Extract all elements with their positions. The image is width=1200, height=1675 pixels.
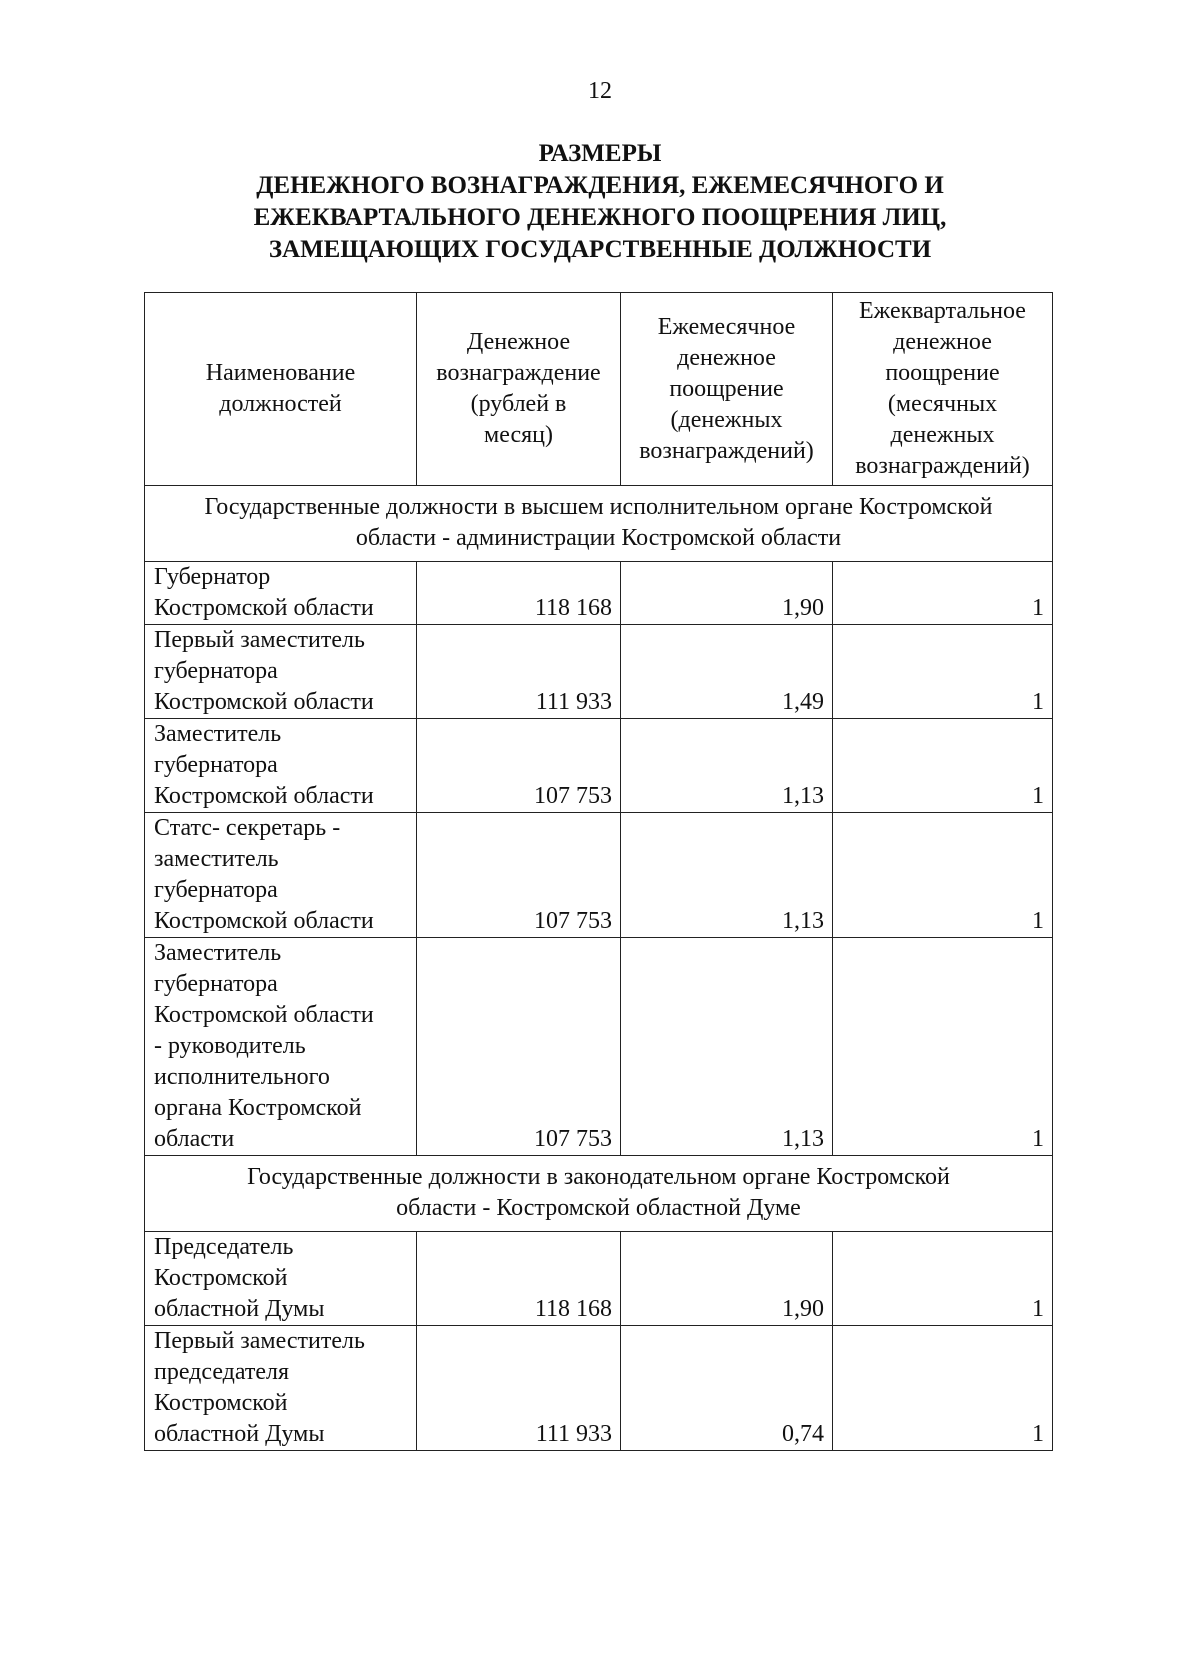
- header-line: денежных: [890, 422, 995, 448]
- award-value: 111 933: [417, 1326, 621, 1451]
- position-name-line: Костромской: [154, 1265, 288, 1291]
- table-row: [145, 1232, 1053, 1326]
- position-name-line: Губернатор: [154, 564, 271, 590]
- title-line: ЗАМЕЩАЮЩИХ ГОСУДАРСТВЕННЫЕ ДОЛЖНОСТИ: [268, 236, 932, 263]
- position-name-line: Первый заместитель: [154, 1328, 365, 1354]
- position-name: [145, 813, 417, 938]
- header-line: (денежных: [670, 406, 783, 433]
- section-title-line: Государственные должности в высшем исполнительном органе Костромской: [204, 494, 993, 520]
- position-name: [145, 938, 417, 1156]
- quarterly-value: 1: [833, 1326, 1053, 1451]
- award-value: 118 168: [417, 562, 621, 625]
- header-line: Денежное: [466, 329, 571, 355]
- monthly-value: 1,90: [621, 1232, 833, 1326]
- position-name-line: Председатель: [154, 1234, 294, 1260]
- position-name: [145, 625, 417, 719]
- position-name-line: органа Костромской: [154, 1095, 362, 1121]
- header-line: вознаграждений): [639, 437, 814, 464]
- quarterly-value: 1: [833, 719, 1053, 813]
- position-name-line: Заместитель: [154, 940, 282, 966]
- position-name-line: Костромской области: [154, 908, 374, 934]
- position-name: [145, 1232, 417, 1326]
- position-name-line: Костромской области: [154, 689, 374, 715]
- award-value: 107 753: [417, 813, 621, 938]
- table-row: [145, 625, 1053, 719]
- header-line: Ежемесячное: [657, 313, 796, 340]
- section-title: [145, 1156, 1053, 1232]
- section-row-legislative: [145, 1156, 1053, 1232]
- monthly-value: 1,49: [621, 625, 833, 719]
- section-title: [145, 486, 1053, 562]
- section-title-line: Государственные должности в законодательном органе Костромской: [247, 1164, 950, 1190]
- position-name-line: губернатора: [154, 658, 278, 684]
- position-name: [145, 719, 417, 813]
- quarterly-value: 1: [833, 625, 1053, 719]
- position-name-line: губернатора: [154, 877, 278, 903]
- award-value: 107 753: [417, 719, 621, 813]
- award-value: 111 933: [417, 625, 621, 719]
- header-line: денежное: [893, 329, 992, 355]
- position-name-line: Костромской: [154, 1390, 288, 1416]
- position-name-line: областной Думы: [154, 1421, 325, 1447]
- table-header-row: [145, 293, 1053, 486]
- position-name-line: - руководитель: [154, 1033, 306, 1059]
- section-title-line: области - Костромской областной Думе: [396, 1195, 801, 1221]
- position-name-line: Костромской области: [154, 1002, 374, 1028]
- awards-table: [144, 292, 1053, 1451]
- position-name-line: областной Думы: [154, 1296, 325, 1322]
- position-name-line: председателя: [154, 1359, 290, 1385]
- quarterly-value: 1: [833, 813, 1053, 938]
- quarterly-value: 1: [833, 938, 1053, 1156]
- monthly-value: 1,13: [621, 938, 833, 1156]
- position-name-line: заместитель: [154, 846, 279, 872]
- header-line: Ежеквартальное: [859, 298, 1026, 324]
- section-row-executive: [145, 486, 1053, 562]
- table-row: [145, 719, 1053, 813]
- table-row: [145, 938, 1053, 1156]
- monthly-value: 1,13: [621, 719, 833, 813]
- header-position-name: [145, 293, 417, 486]
- header-line: вознаграждений): [855, 453, 1030, 479]
- quarterly-value: 1: [833, 1232, 1053, 1326]
- position-name-line: исполнительного: [154, 1064, 330, 1090]
- page-number: 12: [588, 78, 612, 104]
- award-value: 107 753: [417, 938, 621, 1156]
- header-line: должностей: [219, 391, 342, 417]
- position-name-line: области: [154, 1126, 235, 1152]
- header-line: денежное: [677, 344, 776, 371]
- position-name-line: Заместитель: [154, 721, 282, 747]
- position-name: [145, 1326, 417, 1451]
- header-line: поощрение: [885, 360, 1000, 386]
- quarterly-value: 1: [833, 562, 1053, 625]
- title-line: ДЕНЕЖНОГО ВОЗНАГРАЖДЕНИЯ, ЕЖЕМЕСЯЧНОГО И: [256, 172, 944, 199]
- award-value: 118 168: [417, 1232, 621, 1326]
- header-quarterly-bonus: [833, 293, 1053, 486]
- document-title: [0, 138, 1200, 266]
- position-name-line: Костромской области: [154, 595, 374, 621]
- title-line: ЕЖЕКВАРТАЛЬНОГО ДЕНЕЖНОГО ПООЩРЕНИЯ ЛИЦ,: [253, 204, 947, 231]
- header-line: Наименование: [205, 360, 356, 386]
- header-line: (месячных: [887, 391, 998, 417]
- header-line: поощрение: [669, 375, 784, 402]
- section-title-line: области - администрации Костромской области: [355, 525, 842, 551]
- position-name-line: Первый заместитель: [154, 627, 365, 653]
- monthly-value: 1,13: [621, 813, 833, 938]
- header-monthly-bonus: [621, 293, 833, 486]
- position-name-line: Костромской области: [154, 783, 374, 809]
- monthly-value: 1,90: [621, 562, 833, 625]
- monthly-value: 0,74: [621, 1326, 833, 1451]
- position-name: [145, 562, 417, 625]
- table-row: [145, 562, 1053, 625]
- header-line: вознаграждение: [436, 360, 601, 386]
- header-monetary-award: [417, 293, 621, 486]
- position-name-line: губернатора: [154, 971, 278, 997]
- table-row: [145, 813, 1053, 938]
- header-line: месяц): [484, 422, 553, 448]
- header-line: (рублей в: [470, 391, 567, 417]
- position-name-line: губернатора: [154, 752, 278, 778]
- title-line: РАЗМЕРЫ: [538, 140, 662, 167]
- position-name-line: Статс- секретарь -: [154, 815, 341, 841]
- table-row: [145, 1326, 1053, 1451]
